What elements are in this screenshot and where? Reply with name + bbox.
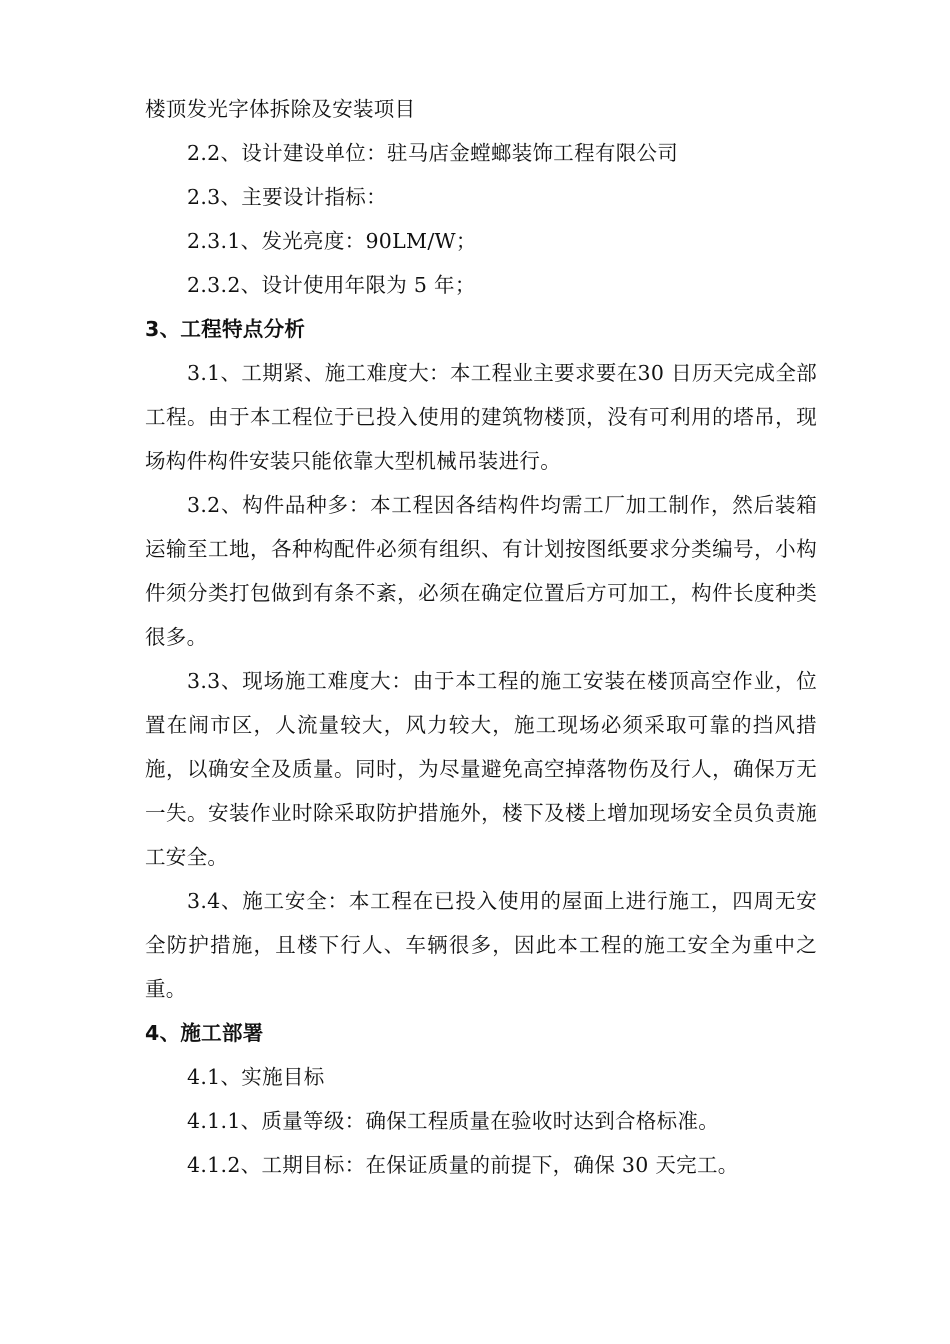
paragraph-design-indicators: 2.3、主要设计指标： — [187, 185, 387, 209]
paragraph-implementation-goals: 4.1、实施目标 — [187, 1065, 325, 1089]
paragraph-component-variety: 3.2、构件品种多：本工程因各结构件均需工厂加工制作，然后装箱运输至工地，各种构配件必须有组织、有计划按图纸要求分类编号，小构件须分类打包做到有条不紊，必须在确定位置后方可加工，构件长度种类很多。 — [145, 493, 817, 649]
paragraph-site-difficulty: 3.3、现场施工难度大：由于本工程的施工安装在楼顶高空作业，位置在闹市区，人流量较大，风力较大，施工现场必须采取可靠的挡风措施，以确安全及质量。同时，为尽量避免高空掉落物伤及行人，确保万无一失。安装作业时除采取防护措施外，楼下及楼上增加现场安全员负责施工安全。 — [145, 669, 817, 869]
section-heading-project-features: 3、工程特点分析 — [145, 317, 306, 341]
paragraph-quality-level: 4.1.1、质量等级：确保工程质量在验收时达到合格标准。 — [187, 1109, 720, 1133]
paragraph-schedule-goal: 4.1.2、工期目标：在保证质量的前提下，确保 30 天完工。 — [187, 1153, 739, 1177]
document-body — [145, 87, 817, 1187]
paragraph-service-life: 2.3.2、设计使用年限为 5 年； — [187, 273, 476, 297]
paragraph-tight-schedule: 3.1、工期紧、施工难度大：本工程业主要求要在30 日历天完成全部工程。由于本工程位于已投入使用的建筑物楼顶，没有可利用的塔吊，现场构件构件安装只能依靠大型机械吊装进行。 — [145, 361, 817, 473]
paragraph-luminance: 2.3.1、发光亮度：90LM/W； — [187, 229, 477, 253]
paragraph-project-name: 楼顶发光字体拆除及安装项目 — [145, 97, 416, 121]
section-heading-construction-deployment: 4、施工部署 — [145, 1021, 264, 1045]
paragraph-design-unit: 2.2、设计建设单位：驻马店金螳螂装饰工程有限公司 — [187, 141, 679, 165]
paragraph-construction-safety: 3.4、施工安全：本工程在已投入使用的屋面上进行施工，四周无安全防护措施，且楼下行人、车辆很多，因此本工程的施工安全为重中之重。 — [145, 889, 817, 1001]
